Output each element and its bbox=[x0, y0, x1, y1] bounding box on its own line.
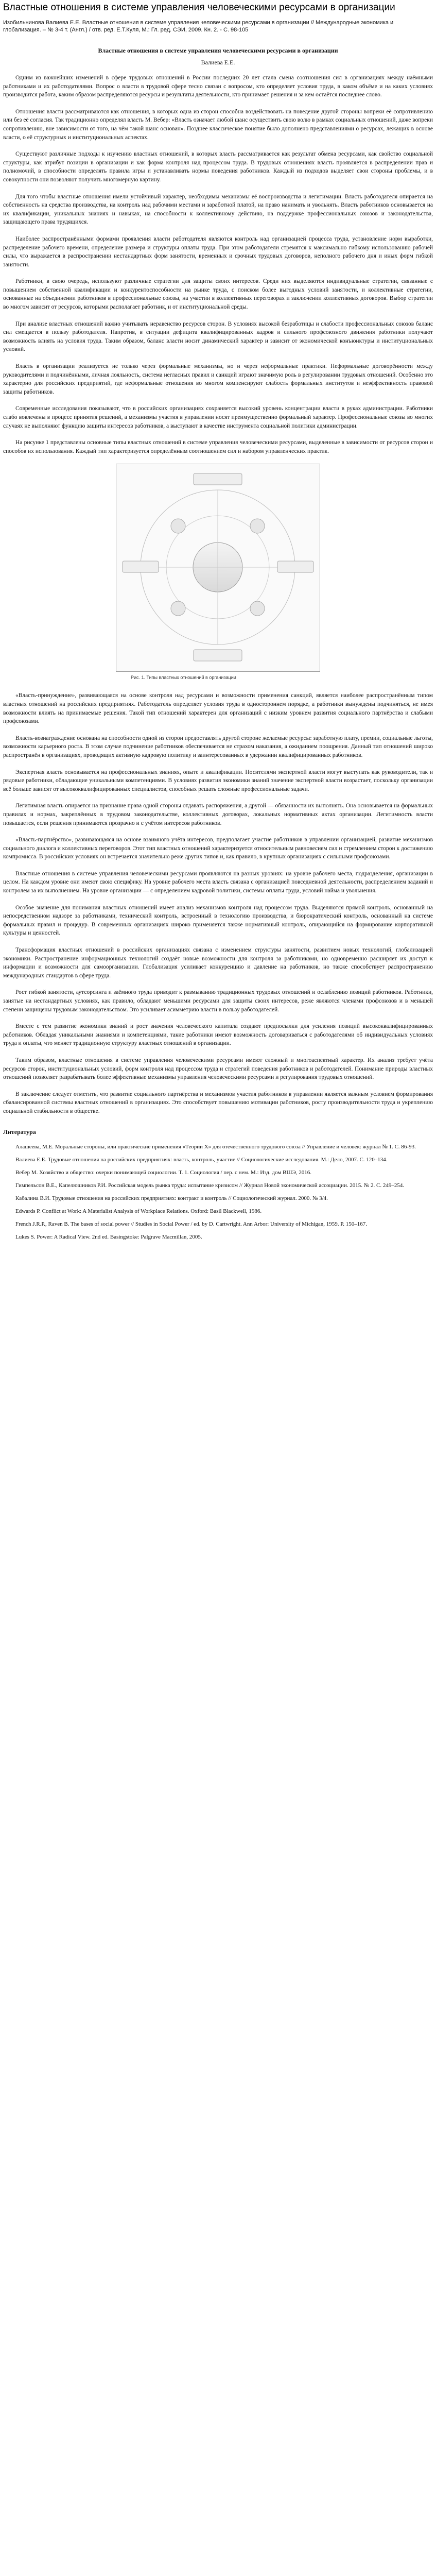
paragraph: Современные исследования показывают, что в российских организациях сохраняется высокий уровень концентрации власти в руках администрации. Работники слабо вовлечены в процесс принятия решений, а механизмы участия в управлении носят преимущественно формальный характер. Профессиональные союзы во многих случаях не выполняют функцию защиты интересов работников, а выступают в качестве инструмента социальной политики администрации. bbox=[3, 405, 433, 429]
reference-item: Гимпельсон В.Е., Капелюшников Р.И. Российская модель рынка труда: испытание кризисом // Журнал Новой экономической ассоциации. 2015. № 2. С. 249–254. bbox=[15, 1182, 405, 1189]
paragraph: Для того чтобы властные отношения имели устойчивый характер, необходимы механизмы её воспроизводства и легитимации. Власть работодателя опирается на собственность на средства производства, на контроль над рабочими местами и заработной платой, на право нанимать и увольнять. Власть работников основывается на их квалификации, уникальных знаниях и навыках, на способности к коллективному действию, на поддержке профессиональных союзов и законодательства, защищающего права трудящихся. bbox=[3, 193, 433, 226]
article-heading: Властные отношения в системе управления человеческими ресурсами в организации bbox=[98, 47, 338, 54]
references-title: Литература bbox=[3, 1128, 36, 1136]
paragraph: «Власть-партнёрство», развивающаяся на основе взаимного учёта интересов, предполагает участие работников в управлении организацией, развитие механизмов социального диалога и коллективных переговоров. Этот тип властных отношений характеризуется относительным равновесием сил и стремлением сторон к достижению компромисса. В российских условиях он встречается значительно реже других типов и, как правило, в крупных организациях с сильными профсоюзами. bbox=[3, 837, 433, 860]
paragraph: Рост гибкой занятости, аутсорсинга и заёмного труда приводит к размыванию традиционных трудовых отношений и ослаблению позиций работников. Работники, занятые на нестандартных условиях, как правило, обладают меньшими ресурсами для защиты своих интересов, реже являются членами профсоюзов и в меньшей степени защищены трудовым законодательством. Это усиливает асимметрию власти в пользу работодателей. bbox=[3, 989, 433, 1013]
body-text-continued bbox=[3, 691, 433, 1115]
paragraph: «Власть-принуждение», развивающаяся на основе контроля над ресурсами и возможности применения санкций, является наиболее распространённым типом властных отношений на российских предприятиях. Работодатель определяет условия труда в одностороннем порядке, а работники вынуждены подчиняться, не имея возможности влиять на принимаемые решения. Такой тип отношений характерен для организаций с низким уровнем развития социального партнёрства и слабыми профсоюзами. bbox=[3, 692, 433, 725]
paragraph: Наиболее распространёнными формами проявления власти работодателя являются контроль над организацией процесса труда, установление норм выработки, распределение рабочего времени, определение размера и структуры оплаты труда. При этом работодатели стремятся к максимально гибкому использованию рабочей силы, что выражается в распространении нестандартных форм занятости, временных и срочных трудовых договоров, неполного рабочего дня и иных форм гибкой занятости. bbox=[3, 235, 433, 268]
author-name: Валиева Е.Е. bbox=[201, 59, 235, 66]
references-list bbox=[3, 1143, 433, 1241]
paragraph: Властные отношения в системе управления человеческими ресурсами проявляются на разных уровнях: на уровне рабочего места, подразделения, организации в целом. На каждом уровне они имеют свою специфику. На уровне рабочего места власть связана с организацией повседневной деятельности, распределением заданий и контролем за их выполнением. На уровне организации — с определением кадровой политики, системы оплаты труда, условий найма и увольнения. bbox=[3, 870, 433, 894]
reference-item: Алашеева, М.Е. Моральные стороны, или практические применения «Теории Х» для отечественного трудового союза // Управление и человек: журнал № 1. С. 86-93. bbox=[15, 1143, 416, 1150]
paragraph: Трансформация властных отношений в российских организациях связана с изменением структуры занятости, развитием новых технологий, глобализацией экономики. Распространение информационных технологий создаёт новые возможности для контроля за работниками, но одновременно расширяет их доступ к информации и возможности для самоорганизации. Глобализация усиливает конкуренцию и давление на работников, но также способствует распространению международных стандартов в сфере труда. bbox=[3, 947, 433, 979]
paragraph: Таким образом, властные отношения в системе управления человеческими ресурсами имеют сложный и многоаспектный характер. Их анализ требует учёта ресурсов сторон, институциональных условий, форм контроля над процессом труда и стратегий поведения работников и работодателей. Понимание природы властных отношений позволяет разрабатывать более эффективные механизмы управления человеческими ресурсами и регулирования трудовых отношений. bbox=[3, 1057, 433, 1081]
diagram-graphic bbox=[116, 464, 320, 671]
document-title: Властные отношения в системе управления человеческими ресурсами в организации bbox=[3, 2, 395, 13]
reference-item: Edwards P. Conflict at Work: A Materialist Analysis of Workplace Relations. Oxford: Basil Blackwell, 1986. bbox=[15, 1208, 262, 1214]
paragraph: Существуют различные подходы к изучению властных отношений, в которых власть рассматривается как результат обмена ресурсами, как свойство социальной структуры, как атрибут позиции в организации и как форма контроля над процессом труда. В трудовых отношениях власть проявляется в распределении прав и полномочий, в способности определять правила игры и устанавливать нормы поведения работников. Каждый из подходов выделяет свои стороны проблемы, и в совокупности они позволяют получить многомерную картину. bbox=[3, 151, 433, 183]
paragraph: Власть-вознаграждение основана на способности одной из сторон предоставлять другой стороне желаемые ресурсы: заработную плату, премии, социальные льготы, возможности карьерного роста. В этом случае подчинение работников обеспечивается не страхом наказания, а ожиданием поощрения. Данный тип отношений широко распространён в организациях, проводящих активную кадровую политику и заинтересованных в удержании квалифицированных работников. bbox=[3, 735, 433, 758]
paragraph: Вместе с тем развитие экономики знаний и рост значения человеческого капитала создают предпосылки для усиления позиций высококвалифицированных работников. Обладая уникальными знаниями и компетенциями, такие работники имеют возможность договариваться с работодателями об индивидуальных условиях труда и оплаты, что меняет традиционную структуру властных отношений в организации. bbox=[3, 1023, 433, 1047]
paragraph: Экспертная власть основывается на профессиональных знаниях, опыте и квалификации. Носителями экспертной власти могут выступать как руководители, так и рядовые работники, обладающие уникальными компетенциями. В условиях развития экономики знаний значение экспертной власти возрастает, поскольку организации всё больше зависят от высококвалифицированных специалистов, способных решать сложные профессиональные задачи. bbox=[3, 769, 433, 792]
reference-item: Lukes S. Power: A Radical View. 2nd ed. Basingstoke: Palgrave Macmillan, 2005. bbox=[15, 1233, 202, 1240]
reference-item: Вебер М. Хозяйство и общество: очерки понимающей социологии. Т. 1. Социология / пер. с нем. М.: Изд. дом ВШЭ, 2016. bbox=[15, 1169, 311, 1176]
paragraph: Власть в организации реализуется не только через формальные механизмы, но и через неформальные практики. Неформальные договорённости между руководителями и подчинёнными, личная лояльность, система негласных правил и санкций играют значимую роль в регулировании трудовых отношений. Особенно это характерно для российских предприятий, где неформальные отношения во многом компенсируют слабость формальных институтов и неэффективность правовой защиты работников. bbox=[3, 363, 433, 395]
paragraph: Отношения власти рассматриваются как отношения, в которых одна из сторон способна воздействовать на поведение другой стороны вопреки её сопротивлению или без её согласия. Так традиционно определял власть М. Вебер: «Власть означает любой шанс осуществить свою волю в рамках социальных отношений, даже вопреки сопротивлению, вне зависимости от того, на чём такой шанс основан». Позднее классическое понятие было дополнено представлениями о ресурсах, лежащих в основе власти, о её структурных и институциональных аспектах. bbox=[3, 108, 433, 141]
reference-item: Валиева Е.Е. Трудовые отношения на российских предприятиях: власть, контроль, участие // Социологические исследования. М.: Дело, 2007. С. 120–134. bbox=[15, 1156, 388, 1163]
paragraph: В заключение следует отметить, что развитие социального партнёрства и механизмов участия работников в управлении является важным условием формирования сбалансированной системы властных отношений в организациях. Это способствует повышению мотивации работников, росту производительности труда и укреплению социальной стабильности в обществе. bbox=[3, 1091, 433, 1114]
body-text bbox=[3, 74, 433, 455]
paragraph: При анализе властных отношений важно учитывать неравенство ресурсов сторон. В условиях высокой безработицы и слабости профессиональных союзов баланс сил смещается в пользу работодателя. Напротив, в ситуации дефицита квалифицированных кадров и сильного профсоюзного движения работники получают возможность влиять на условия труда. Таким образом, баланс власти носит динамический характер и зависит от экономической конъюнктуры и институциональных условий. bbox=[3, 320, 433, 353]
reference-item: Кабалина В.И. Трудовые отношения на российских предприятиях: контракт и контроль // Социологический журнал. 2000. № 3/4. bbox=[15, 1195, 328, 1201]
citation: Изобильнинова Валиева Е.Е. Властные отношения в системе управления человеческими ресурсами в организации // Международные экономика и глобализация. – № 3-4 т. (Англ.) / отв. ред. Е.Т.Куля, М.: Гл. ред. СЭИ, 2009. Кн. 2. - С. 98-105 bbox=[3, 20, 394, 33]
paragraph: Работники, в свою очередь, используют различные стратегии для защиты своих интересов. Среди них выделяются индивидуальные стратегии, связанные с повышением собственной квалификации и конкурентоспособности на рынке труда, с поиском более выгодных условий занятости, и коллективные стратегии, основанные на объединении работников в профессиональные союзы, на участии в коллективных переговорах и заключении коллективных договоров. Выбор стратегии во многом зависит от ресурсов, которыми располагает работник, и от институциональной среды. bbox=[3, 278, 433, 311]
figure-diagram bbox=[116, 464, 320, 672]
paragraph: На рисунке 1 представлены основные типы властных отношений в системе управления человеческими ресурсами, выделенные в зависимости от ресурсов сторон и способов их использования. Каждый тип характеризуется определённым соотношением сил и набором управленческих практик. bbox=[3, 439, 433, 454]
reference-item: French J.R.P., Raven B. The bases of social power // Studies in Social Power / ed. by D. Cartwright. Ann Arbor: University of Michigan, 1959. P. 150–167. bbox=[15, 1221, 367, 1227]
figure-caption: Рис. 1. Типы властных отношений в организации bbox=[131, 675, 236, 681]
paragraph: Одним из важнейших изменений в сфере трудовых отношений в России последних 20 лет стала смена соотношения сил в организациях между наёмными работниками и их работодателями. Вопрос о власти в трудовой сфере тесно связан с вопросом, кто определяет условия труда, в каком объёме и на каких условиях производится работа, каким образом распределяются ресурсы и результаты деятельности, кто принимает решения и за кем остаётся последнее слово. bbox=[3, 75, 433, 98]
paragraph: Особое значение для понимания властных отношений имеет анализ механизмов контроля над процессом труда. Выделяются прямой контроль, основанный на непосредственном надзоре за работниками, технический контроль, встроенный в технологию производства, и бюрократический контроль, основанный на системе формальных правил и процедур. В современных организациях широко применяется также нормативный контроль, опирающийся на формирование корпоративной культуры и ценностей. bbox=[3, 904, 433, 937]
paragraph: Легитимная власть опирается на признание права одной стороны отдавать распоряжения, а другой — обязанности их выполнять. Она основывается на формальных правилах и нормах, закреплённых в трудовом законодательстве, коллективных договорах, локальных нормативных актах организации. Легитимность власти повышается, если решения принимаются прозрачно и с учётом интересов работников. bbox=[3, 803, 433, 826]
